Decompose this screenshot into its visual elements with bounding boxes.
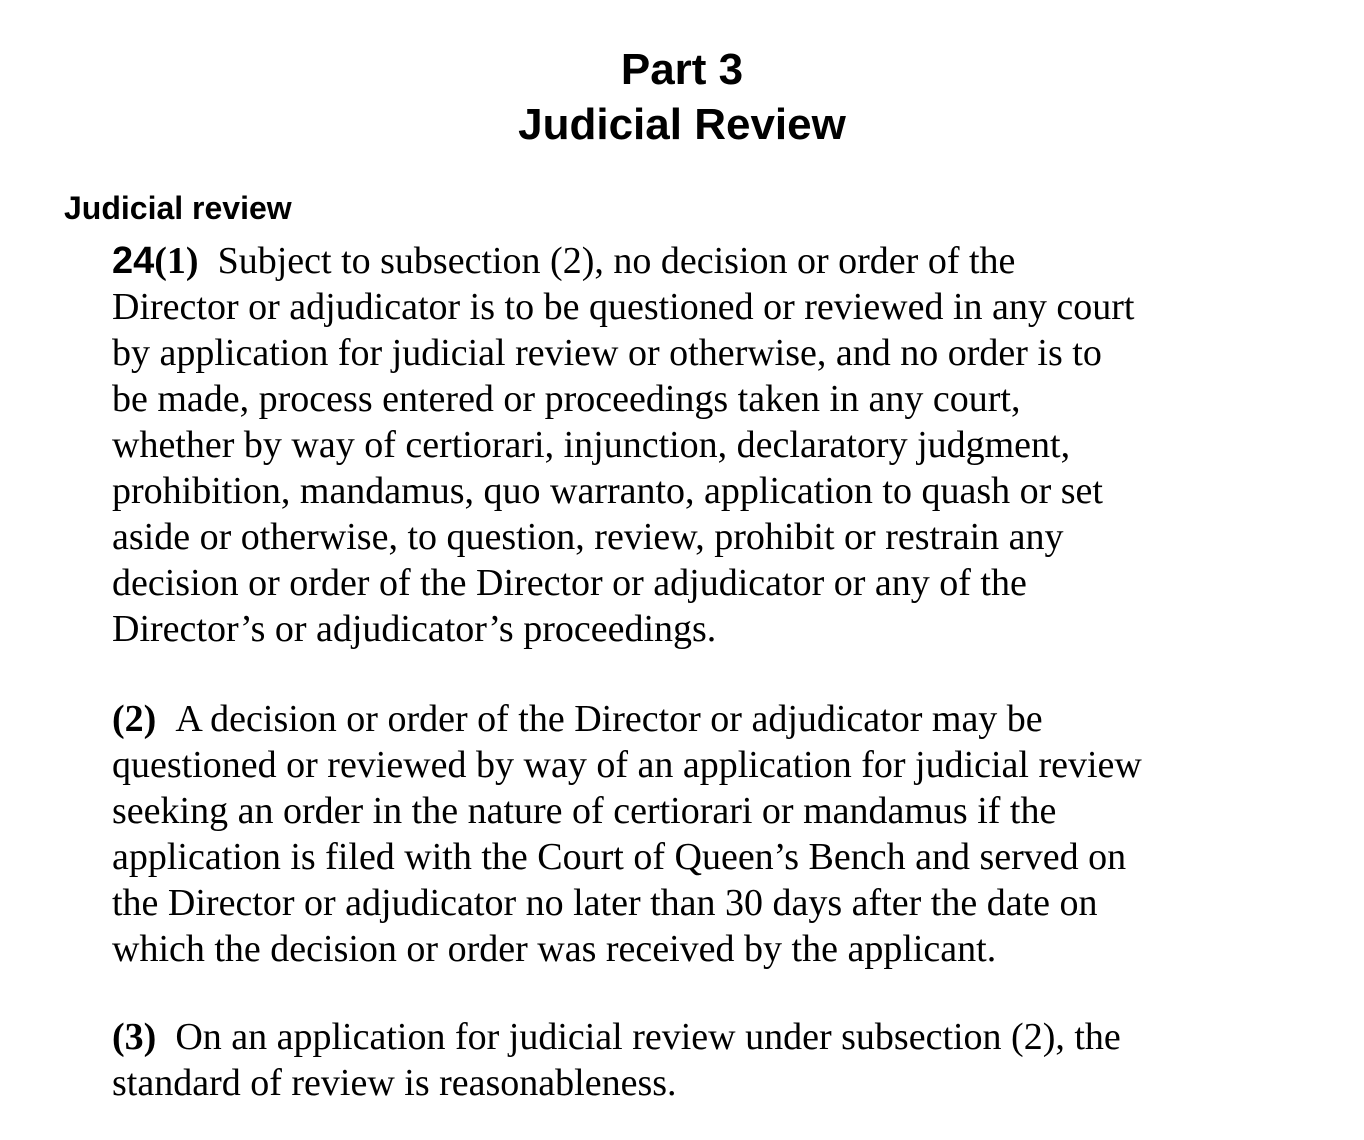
subsection-text: Subject to subsection (2), no decision or order of the Director or adjudicator is to be questioned or reviewed in any court by application for judicial review or otherwise, and no order is to be made, process entered or proceedings taken in any court, whether by way of certiorari, injunction, declaratory judgment, prohibition, mandamus, quo warranto, application to quash or set aside or otherwise, to question, review, prohibit or restrain any decision or order of the Director or adjudicator or any of the Director’s or adjudicator’s proceedings. [112, 240, 1135, 650]
subsection-1 [112, 238, 1312, 652]
subsection-label: (2) [112, 698, 157, 740]
section-heading: Judicial review [64, 190, 292, 226]
subsection-2 [112, 696, 1312, 972]
part-heading [0, 42, 1364, 152]
subsection-3 [112, 1014, 1312, 1106]
subsection-label: (3) [112, 1016, 157, 1058]
subsection-text: On an application for judicial review under subsection (2), the standard of review is reasonableness. [112, 1016, 1121, 1104]
subsection-label: (1) [154, 240, 199, 282]
part-number: Part 3 [620, 45, 744, 94]
section-number: 24 [112, 240, 155, 282]
subsection-text: A decision or order of the Director or adjudicator may be questioned or reviewed by way of an application for judicial review seeking an order in the nature of certiorari or mandamus if the application is filed with the Court of Queen’s Bench and served on the Director or adjudicator no later than 30 days after the date on which the decision or order was received by the applicant. [112, 698, 1142, 970]
part-title: Judicial Review [518, 100, 846, 149]
